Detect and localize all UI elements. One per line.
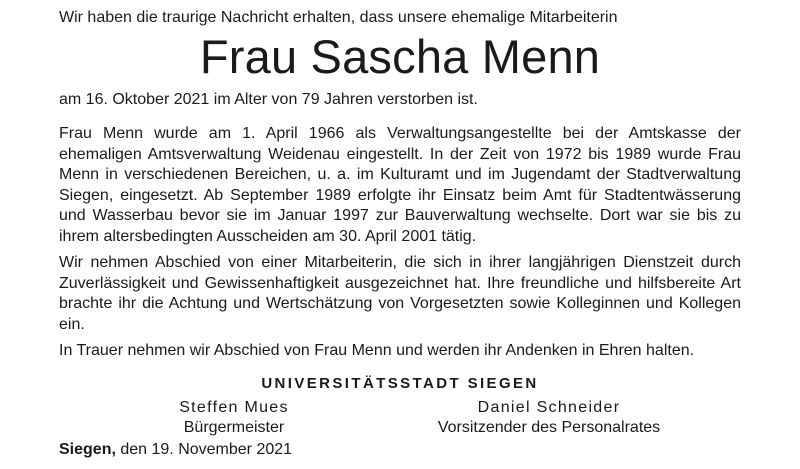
- place-name: Siegen,: [59, 441, 116, 458]
- signer-name: Daniel Schneider: [477, 398, 621, 416]
- career-paragraph: Frau Menn wurde am 1. April 1966 als Verwaltungsangestellte bei der Amtskasse der ehemaligen Amtsverwaltung Weidenau eingestellt. In der Zeit von 1972 bis 1989 wurde Frau Menn in verschiedenen Bereichen, u. a. im Kulturamt und im Jugendamt der Stadtverwaltung Siegen, eingesetzt. Ab September 1989 erfolgte ihr Einsatz beim Amt für Stadtentwässerung und Wasserbau bevor sie im Januar 1997 zur Bauverwaltung wechselte. Dort war sie bis zu ihrem altersbedingten Ausscheiden am 30. April 2001 tätig.: [59, 125, 741, 245]
- signer-staff-council: [429, 398, 669, 438]
- notice-date: den 19. November 2021: [120, 441, 293, 458]
- signer-mayor: [169, 398, 299, 438]
- death-date-line: am 16. Oktober 2021 im Alter von 79 Jahren verstorben ist.: [59, 91, 478, 108]
- signer-title: Vorsitzender des Personalrates: [437, 418, 661, 436]
- organization-name: UNIVERSITÄTSSTADT SIEGEN: [261, 374, 539, 392]
- deceased-name: Frau Sascha Menn: [199, 30, 601, 83]
- signer-title: Bürgermeister: [183, 418, 285, 436]
- tribute-paragraph: Wir nehmen Abschied von einer Mitarbeiterin, die sich in ihrer langjährigen Dienstzeit durch Zuverlässigkeit und Gewissenhaftigkeit ausgezeichnet hat. Ihre freundliche und hilfsbereite Art brachte ihr die Achtung und Wertschätzung von Vorgesetzten sowie Kolleginnen und Kollegen ein.: [59, 254, 741, 333]
- place-date-line: [59, 440, 292, 460]
- intro-text: Wir haben die traurige Nachricht erhalten, dass unsere ehemalige Mitarbeiterin: [59, 9, 618, 26]
- signer-name: Steffen Mues: [179, 398, 289, 416]
- closing-paragraph: In Trauer nehmen wir Abschied von Frau Menn und werden ihr Andenken in Ehren halten.: [59, 342, 695, 359]
- signatories: [59, 398, 741, 442]
